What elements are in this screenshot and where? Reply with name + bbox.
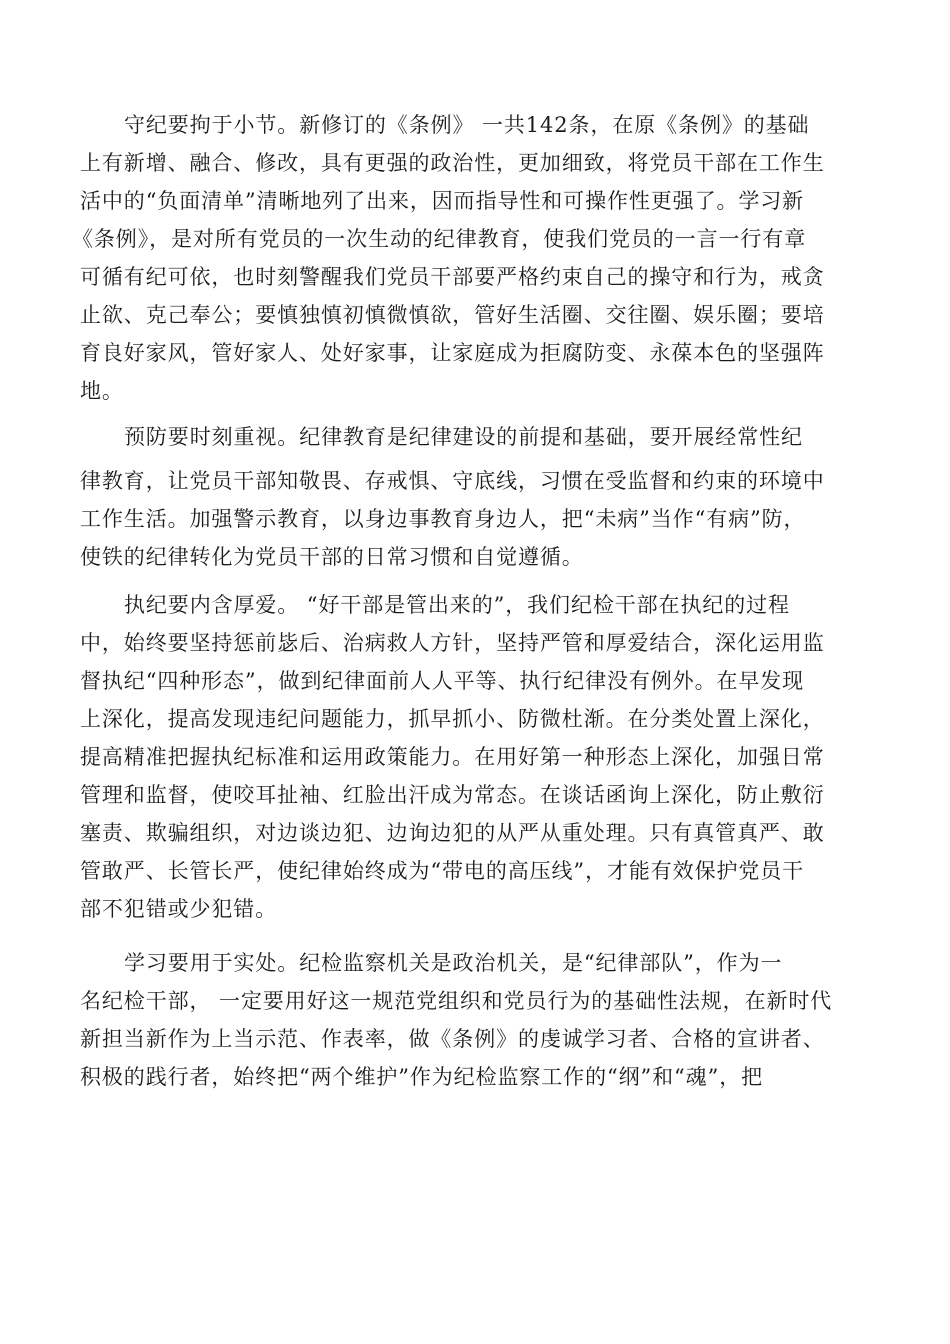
text-line: 部不犯错或少犯错。 bbox=[80, 897, 278, 921]
text-line: 提高精准把握执纪标准和运用政策能力。在用好第一种形态上深化，加强日常 bbox=[80, 745, 825, 769]
text-line: 塞责、欺骗组织，对边谈边犯、边询边犯的从严从重处理。只有真管真严、敢 bbox=[80, 821, 825, 845]
text-line: 名纪检干部， 一定要用好这一规范党组织和党员行为的基础性法规，在新时代 bbox=[80, 989, 833, 1013]
text-line: 可循有纪可依，也时刻警醒我们党员干部要严格约束自己的操守和行为，戒贪 bbox=[80, 265, 825, 289]
text-line: 上有新增、融合、修改，具有更强的政治性，更加细致，将党员干部在工作生 bbox=[80, 151, 825, 175]
text-line: 上深化，提高发现违纪问题能力，抓早抓小、防微杜渐。在分类处置上深化， bbox=[80, 707, 825, 731]
text-line: 中，始终要坚持惩前毖后、治病救人方针，坚持严管和厚爱结合，深化运用监 bbox=[80, 631, 825, 655]
text-line: 工作生活。加强警示教育，以身边事教育身边人，把“未病”当作“有病”防， bbox=[80, 507, 806, 531]
text-line: 学习要用于实处。纪检监察机关是政治机关，是“纪律部队”，作为一 bbox=[124, 951, 783, 975]
text-line: 新担当新作为上当示范、作表率，做《条例》的虔诚学习者、合格的宣讲者、 bbox=[80, 1027, 825, 1051]
text-line: 使铁的纪律转化为党员干部的日常习惯和自觉遵循。 bbox=[80, 545, 584, 569]
text-line: 育良好家风，管好家人、处好家事，让家庭成为拒腐防变、永葆本色的坚强阵 bbox=[80, 341, 825, 365]
text-line: 止欲、克己奉公；要慎独慎初慎微慎欲，管好生活圈、交往圈、娱乐圈；要培 bbox=[80, 303, 825, 327]
text-line: 律教育，让党员干部知敬畏、存戒惧、守底线，习惯在受监督和约束的环境中 bbox=[80, 469, 825, 493]
text-line: 活中的“负面清单”清晰地列了出来，因而指导性和可操作性更强了。学习新 bbox=[80, 189, 805, 213]
text-line: 《条例》，是对所有党员的一次生动的纪律教育，使我们党员的一言一行有章 bbox=[72, 227, 807, 251]
text-line: 守纪要拘于小节。新修订的《条例》 一共142条，在原《条例》的基础 bbox=[124, 113, 810, 137]
text-line: 预防要时刻重视。纪律教育是纪律建设的前提和基础，要开展经常性纪 bbox=[124, 425, 803, 449]
text-line: 地。 bbox=[80, 379, 124, 403]
text-line: 督执纪“四种形态”，做到纪律面前人人平等、执行纪律没有例外。在早发现 bbox=[80, 669, 805, 693]
text-line: 管敢严、长管长严，使纪律始终成为“带电的高压线”，才能有效保护党员干 bbox=[80, 859, 805, 883]
text-line: 管理和监督，使咬耳扯袖、红脸出汗成为常态。在谈话函询上深化，防止敷衍 bbox=[80, 783, 825, 807]
text-line: 执纪要内含厚爱。 “好干部是管出来的”，我们纪检干部在执纪的过程 bbox=[124, 593, 790, 617]
text-line: 积极的践行者，始终把“两个维护”作为纪检监察工作的“纲”和“魂”，把 bbox=[80, 1065, 764, 1089]
